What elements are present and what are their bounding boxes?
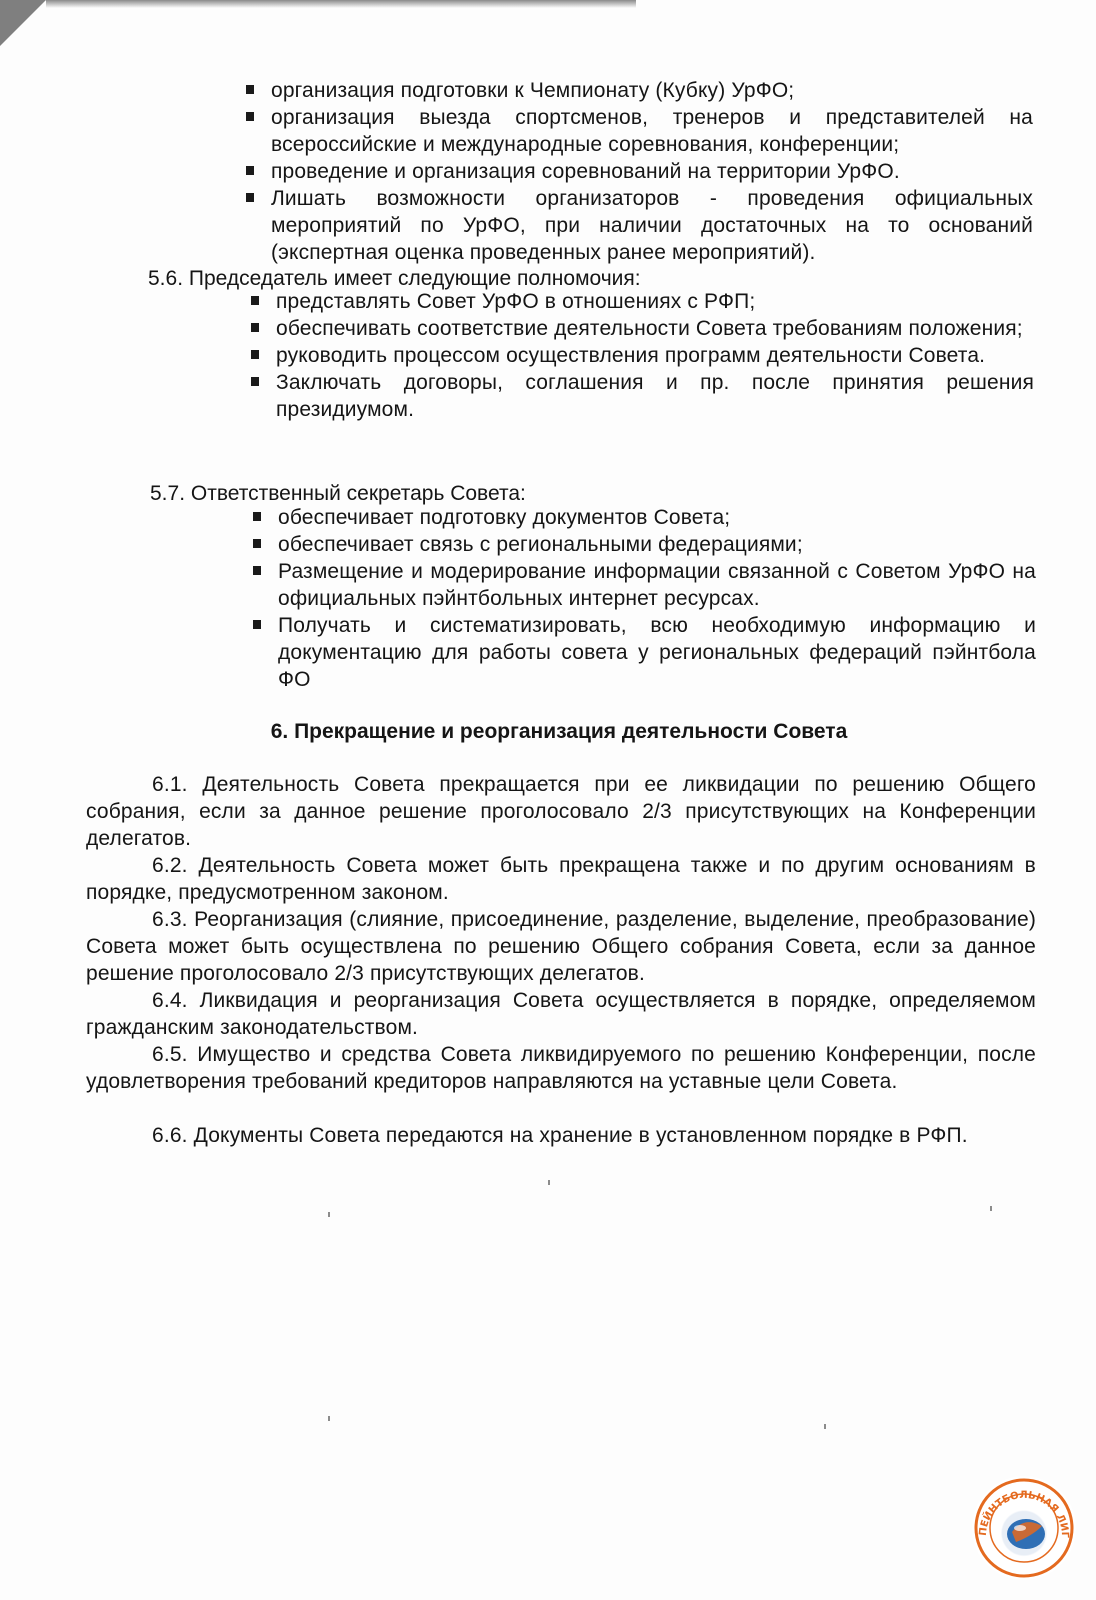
bullet-icon xyxy=(246,193,254,202)
paragraph-6-2: 6.2. Деятельность Совета может быть прекращена также и по другим основаниям в порядке, предусмотренном законом. xyxy=(86,854,1036,904)
paragraph-6-4: 6.4. Ликвидация и реорганизация Совета осуществляется в порядке, определяемом гражданским законодательством. xyxy=(86,989,1036,1039)
bullet-icon xyxy=(251,296,259,305)
bullet-icon xyxy=(246,166,254,175)
list-item-text: Заключать договоры, соглашения и пр. после принятия решения президиумом. xyxy=(276,371,1034,421)
list-item xyxy=(243,77,1033,104)
list-item xyxy=(243,158,1033,185)
paintball-league-logo xyxy=(972,1476,1076,1580)
bullet-icon xyxy=(251,323,259,332)
bullet-icon xyxy=(253,566,261,575)
scan-speck xyxy=(328,1212,330,1217)
logo-graphic xyxy=(972,1476,1076,1580)
scan-speck xyxy=(548,1180,550,1185)
logo-lettering-arc: ПЕЙНТБОЛЬНАЯ ЛИГ xyxy=(977,1489,1071,1539)
list-item xyxy=(243,104,1033,158)
paragraph-6-6: 6.6. Документы Совета передаются на хранение в установленном порядке в РФП. xyxy=(152,1124,968,1147)
bullet-icon xyxy=(246,112,254,121)
scan-corner-fold xyxy=(0,0,46,46)
bullet-icon xyxy=(253,620,261,629)
paragraph-6-1: 6.1. Деятельность Совета прекращается при ее ликвидации по решению Общего собрания, если за данное решение проголосовало 2/3 присутствующих на Конференции делегатов. xyxy=(86,773,1036,850)
bullet-list-5-7 xyxy=(250,504,1036,693)
paragraph-6-5: 6.5. Имущество и средства Совета ликвидируемого по решению Конференции, после удовлетворения требований кредиторов направляются на уставные цели Совета. xyxy=(86,1043,1036,1093)
list-item xyxy=(250,531,1036,558)
list-item xyxy=(248,369,1034,423)
bullet-icon xyxy=(246,85,254,94)
clause-5-7: 5.7. Ответственный секретарь Совета: xyxy=(150,482,526,505)
list-item-text: организация подготовки к Чемпионату (Кубку) УрФО; xyxy=(271,79,795,102)
scan-speck xyxy=(328,1416,330,1421)
scan-speck xyxy=(990,1206,992,1211)
paragraph-6-3: 6.3. Реорганизация (слияние, присоединение, разделение, выделение, преобразование) Совета может быть осуществлена по решению Общего собрания Совета, если за данное решение проголосовало 2/3 присутствующих делегатов. xyxy=(86,908,1036,985)
list-item xyxy=(248,315,1034,342)
list-item-text: Размещение и модерирование информации связанной с Советом УрФО на официальных пэйнтбольных интернет ресурсах. xyxy=(278,560,1036,610)
list-item xyxy=(250,504,1036,531)
bullet-icon xyxy=(251,350,259,359)
list-item-text: Получать и систематизировать, всю необходимую информацию и документацию для работы совета у региональных федераций пэйнтбола ФО xyxy=(278,614,1036,691)
scan-speck xyxy=(824,1424,826,1429)
list-item-text: обеспечивает подготовку документов Совета; xyxy=(278,506,731,529)
section-6-heading: 6. Прекращение и реорганизация деятельности Совета xyxy=(270,720,848,743)
clause-5-6: 5.6. Председатель имеет следующие полномочия: xyxy=(148,267,641,290)
list-item xyxy=(243,185,1033,266)
list-item-text: представлять Совет УрФО в отношениях с РФП; xyxy=(276,290,756,313)
bullet-list-5-6 xyxy=(248,288,1034,423)
list-item xyxy=(248,288,1034,315)
scan-top-edge xyxy=(46,0,636,8)
list-item-text: проведение и организация соревнований на территории УрФО. xyxy=(271,160,900,183)
list-item-text: руководить процессом осуществления программ деятельности Совета. xyxy=(276,344,986,367)
list-item xyxy=(250,558,1036,612)
ball-highlight xyxy=(1014,1525,1026,1531)
list-item-text: организация выезда спортсменов, тренеров и представителей на всероссийские и международные соревнования, конференции; xyxy=(271,106,1033,156)
bullet-icon xyxy=(253,539,261,548)
list-item xyxy=(250,612,1036,693)
list-item-text: Лишать возможности организаторов - проведения официальных мероприятий по УрФО, при наличии достаточных на то оснований (экспертная оценка проведенных ранее мероприятий). xyxy=(271,187,1033,264)
list-item xyxy=(248,342,1034,369)
list-item-text: обеспечивать соответствие деятельности Совета требованиям положения; xyxy=(276,317,1023,340)
list-item-text: обеспечивает связь с региональными федерациями; xyxy=(278,533,803,556)
bullet-list-5-5 xyxy=(243,77,1033,266)
bullet-icon xyxy=(251,377,259,386)
bullet-icon xyxy=(253,512,261,521)
